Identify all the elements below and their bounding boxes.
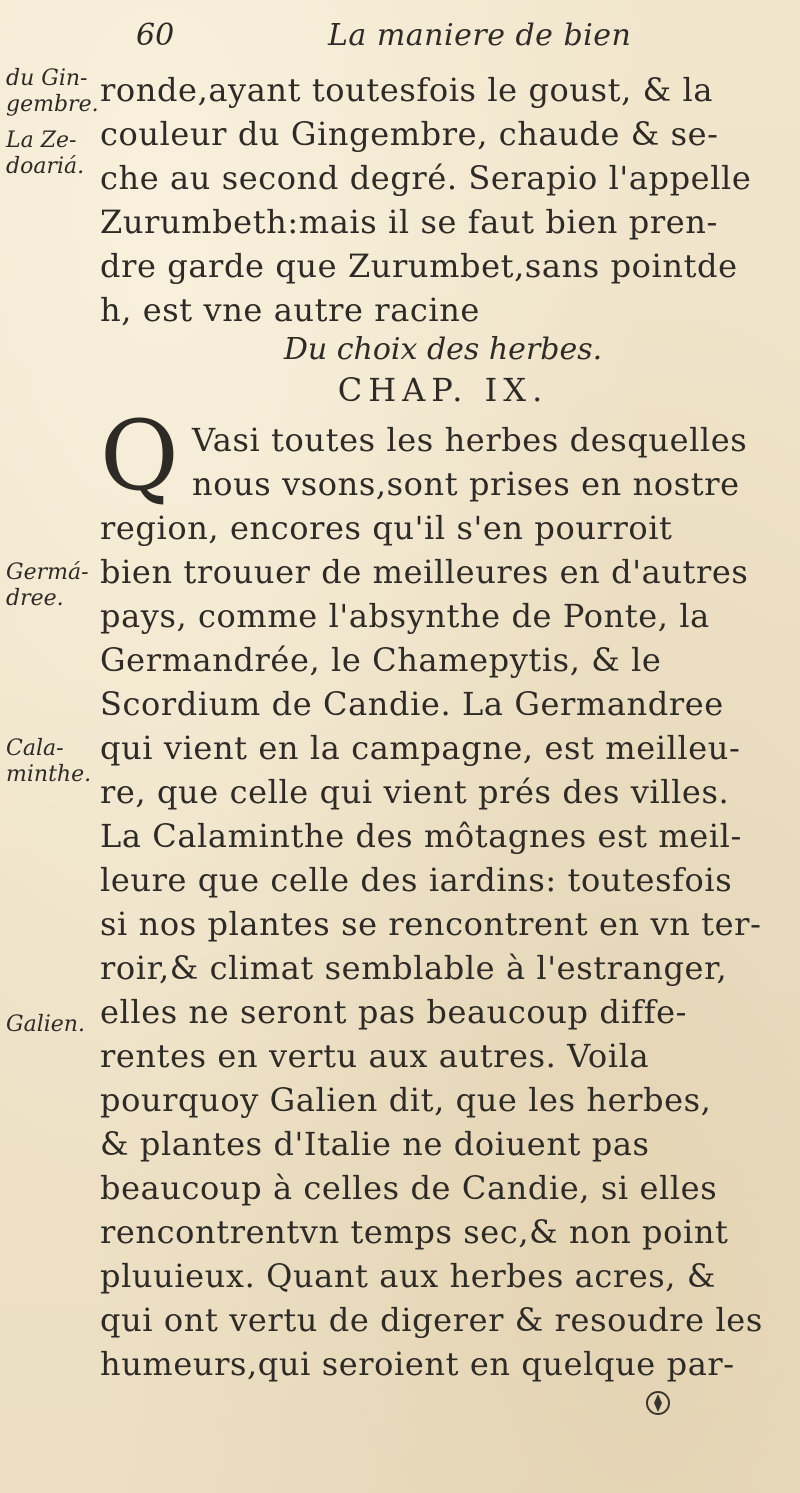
text-line: h, est vne autre racine xyxy=(100,291,480,329)
text-line: rentes en vertu aux autres. Voila xyxy=(100,1037,650,1075)
printer-ornament-icon xyxy=(640,1385,676,1421)
text-line: humeurs,qui seroient en quelque par- xyxy=(100,1345,735,1383)
page-number: 60 xyxy=(136,18,175,53)
margin-notes xyxy=(0,0,99,1493)
text-line: roir,& climat semblable à l'estranger, xyxy=(100,949,728,987)
margin-note-germandree: Germá- dree. xyxy=(6,560,89,611)
running-title: La maniere de bien xyxy=(328,18,632,53)
text-line: qui ont vertu de digerer & resoudre les xyxy=(100,1301,763,1339)
text-line: leure que celle des iardins: toutesfois xyxy=(100,861,733,899)
text-line: nous vsons,sont prises en nostre xyxy=(192,465,740,503)
margin-note-gingembre: du Gin- gembre. xyxy=(6,66,99,117)
text-line: re, que celle qui vient prés des villes. xyxy=(100,773,730,811)
text-line: & plantes d'Italie ne doiuent pas xyxy=(100,1125,650,1163)
text-line: Zurumbeth:mais il se faut bien pren- xyxy=(100,203,718,241)
drop-cap: Q xyxy=(100,400,179,512)
text-line: rencontrentvn temps sec,& non point xyxy=(100,1213,729,1251)
text-line: Scordium de Candie. La Germandree xyxy=(100,685,724,723)
text-line: bien trouuer de meilleures en d'autres xyxy=(100,553,749,591)
text-line: qui vient en la campagne, est meilleu- xyxy=(100,729,741,767)
text-line: ronde,ayant toutesfois le goust, & la xyxy=(100,71,714,109)
text-line: elles ne seront pas beaucoup diffe- xyxy=(100,993,688,1031)
chapter-heading: CHAP. IX. xyxy=(337,371,549,409)
margin-note-calaminthe: Cala- minthe. xyxy=(6,736,92,787)
text-line: couleur du Gingembre, chaude & se- xyxy=(100,115,719,153)
text-line: dre garde que Zurumbet,sans pointde xyxy=(100,247,738,285)
text-line: region, encores qu'il s'en pourroit xyxy=(100,509,673,547)
text-line: si nos plantes se rencontrent en vn ter- xyxy=(100,905,762,943)
text-line: pays, comme l'absynthe de Ponte, la xyxy=(100,597,710,635)
text-line: pluuieux. Quant aux herbes acres, & xyxy=(100,1257,716,1295)
page-header xyxy=(0,14,800,54)
main-text xyxy=(100,60,786,1480)
section-title: Du choix des herbes. xyxy=(283,332,603,367)
margin-note-galien: Galien. xyxy=(6,1012,85,1037)
text-line: Vasi toutes les herbes desquelles xyxy=(192,421,748,459)
text-line: Germandrée, le Chamepytis, & le xyxy=(100,641,662,679)
margin-note-zedoaria: La Ze- doariá. xyxy=(6,128,85,179)
text-line: La Calaminthe des môtagnes est meil- xyxy=(100,817,742,855)
text-line: pourquoy Galien dit, que les herbes, xyxy=(100,1081,712,1119)
text-line: che au second degré. Serapio l'appelle xyxy=(100,159,752,197)
text-line: beaucoup à celles de Candie, si elles xyxy=(100,1169,718,1207)
